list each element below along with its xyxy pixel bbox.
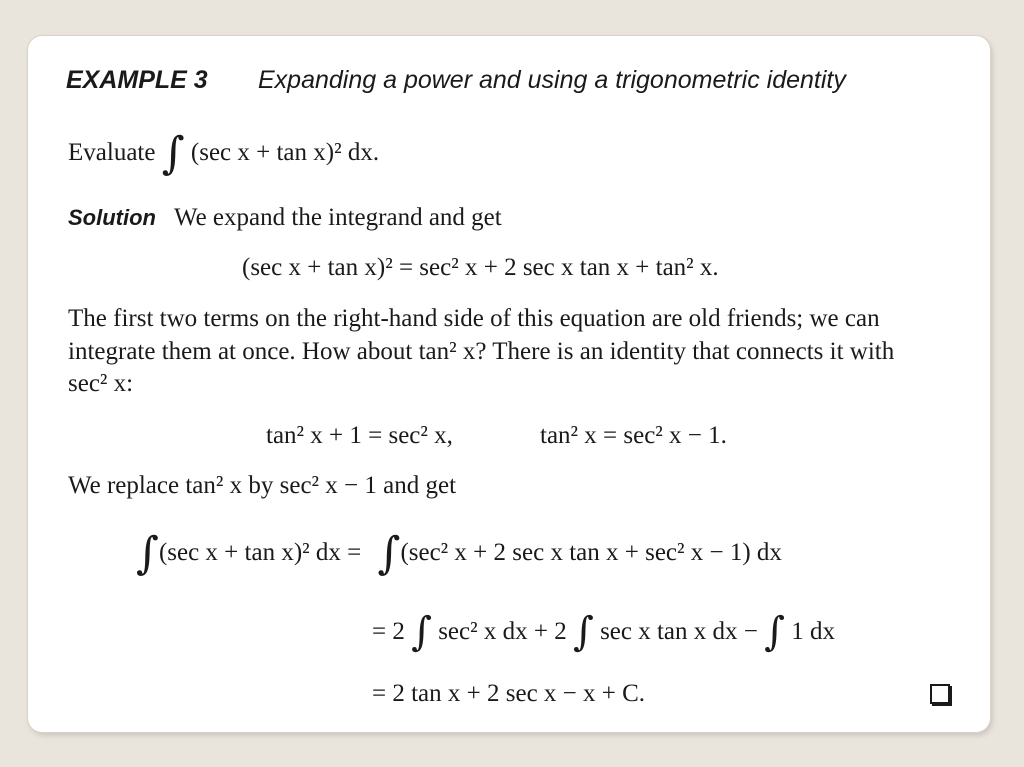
integral-equation-2 bbox=[372, 606, 835, 655]
integral-equation-3: = 2 tan x + 2 sec x − x + C. bbox=[372, 680, 646, 707]
equation-2-part-a: = 2 bbox=[372, 618, 405, 645]
integral-equation-1 bbox=[136, 524, 782, 579]
identity-2: tan² x = sec² x − 1. bbox=[540, 422, 727, 449]
solution-label: Solution bbox=[68, 205, 156, 230]
equation-lhs: (sec x + tan x)² dx = bbox=[158, 539, 362, 566]
equation-2-part-d: 1 dx bbox=[791, 618, 835, 645]
equation-2-part-c: sec x tan x dx − bbox=[600, 618, 758, 645]
evaluate-label: Evaluate bbox=[68, 139, 156, 166]
equation-2-part-b: sec² x dx + 2 bbox=[438, 618, 567, 645]
integral-sign: ∫ bbox=[764, 609, 785, 655]
paragraph-line-3: sec² x: bbox=[68, 370, 134, 397]
paragraph-line-1: The first two terms on the right-hand side of this equation are old friends; we can bbox=[68, 305, 880, 332]
identity-1: tan² x + 1 = sec² x, bbox=[266, 422, 453, 449]
integral-sign: ∫ bbox=[161, 128, 185, 179]
replace-line: We replace tan² x by sec² x − 1 and get bbox=[68, 472, 457, 499]
integral-sign: ∫ bbox=[411, 609, 432, 655]
equation-rhs-1: (sec² x + 2 sec x tan x + sec² x − 1) dx bbox=[400, 539, 782, 566]
paragraph-line-2: integrate them at once. How about tan² x? There is an identity that connects it with bbox=[68, 338, 895, 365]
problem-statement bbox=[68, 124, 380, 179]
solution-intro bbox=[68, 204, 502, 232]
example-title: Expanding a power and using a trigonometric identity bbox=[258, 66, 846, 94]
end-of-proof-box bbox=[930, 684, 950, 704]
solution-intro-text: We expand the integrand and get bbox=[173, 204, 502, 231]
integral-sign: ∫ bbox=[572, 609, 594, 655]
expansion-equation: (sec x + tan x)² = sec² x + 2 sec x tan x + tan² x. bbox=[242, 254, 719, 281]
integral-sign: ∫ bbox=[136, 528, 159, 579]
problem-integrand: (sec x + tan x)² dx. bbox=[190, 139, 380, 166]
example-label: EXAMPLE 3 bbox=[66, 66, 208, 94]
integral-sign: ∫ bbox=[377, 528, 401, 579]
